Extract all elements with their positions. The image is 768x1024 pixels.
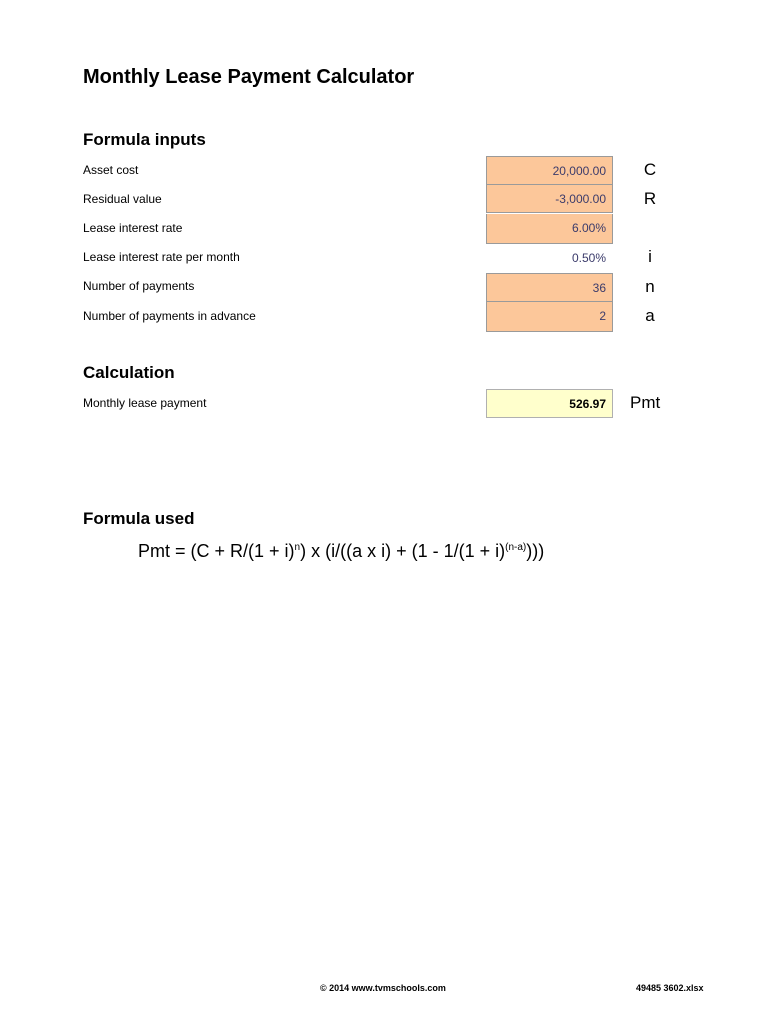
page-title: Monthly Lease Payment Calculator xyxy=(83,66,415,88)
formula-part-1: Pmt = (C + R/(1 + i) xyxy=(138,541,295,561)
inputs-heading: Formula inputs xyxy=(83,130,206,149)
formula-heading: Formula used xyxy=(83,509,195,528)
label-asset-cost: Asset cost xyxy=(83,163,139,177)
symbol-a: a xyxy=(645,306,655,325)
footer-copyright: © 2014 www.tvmschools.com xyxy=(320,983,446,993)
symbol-pmt: Pmt xyxy=(630,393,661,412)
symbol-r: R xyxy=(643,189,657,208)
residual-value-input[interactable]: -3,000.00 xyxy=(486,185,613,213)
formula-exponent-n: n xyxy=(294,542,301,553)
lease-payment-formula xyxy=(138,541,544,562)
symbol-n: n xyxy=(645,277,655,296)
lease-interest-rate-input[interactable]: 6.00% xyxy=(486,214,613,244)
formula-part-3: ))) xyxy=(526,541,545,561)
calculation-heading: Calculation xyxy=(83,363,175,382)
label-monthly-rate: Lease interest rate per month xyxy=(83,250,240,264)
monthly-rate-value: 0.50% xyxy=(571,251,606,265)
asset-cost-input[interactable]: 20,000.00 xyxy=(486,156,613,185)
label-monthly-lease-payment: Monthly lease payment xyxy=(83,396,207,410)
payments-in-advance-input[interactable]: 2 xyxy=(486,302,613,332)
monthly-lease-payment-result: 526.97 xyxy=(486,389,613,418)
label-lease-interest-rate: Lease interest rate xyxy=(83,221,183,235)
symbol-c: C xyxy=(643,160,657,179)
formula-exponent-n-minus-a: (n-a) xyxy=(505,542,527,553)
symbol-i: i xyxy=(648,247,652,266)
footer-filename: 49485 3602.xlsx xyxy=(636,983,704,993)
label-payments-in-advance: Number of payments in advance xyxy=(83,309,256,323)
number-of-payments-input[interactable]: 36 xyxy=(486,273,613,302)
label-residual-value: Residual value xyxy=(83,192,162,206)
formula-part-2: ) x (i/((a x i) + (1 - 1/(1 + i) xyxy=(300,541,506,561)
label-number-of-payments: Number of payments xyxy=(83,279,195,293)
